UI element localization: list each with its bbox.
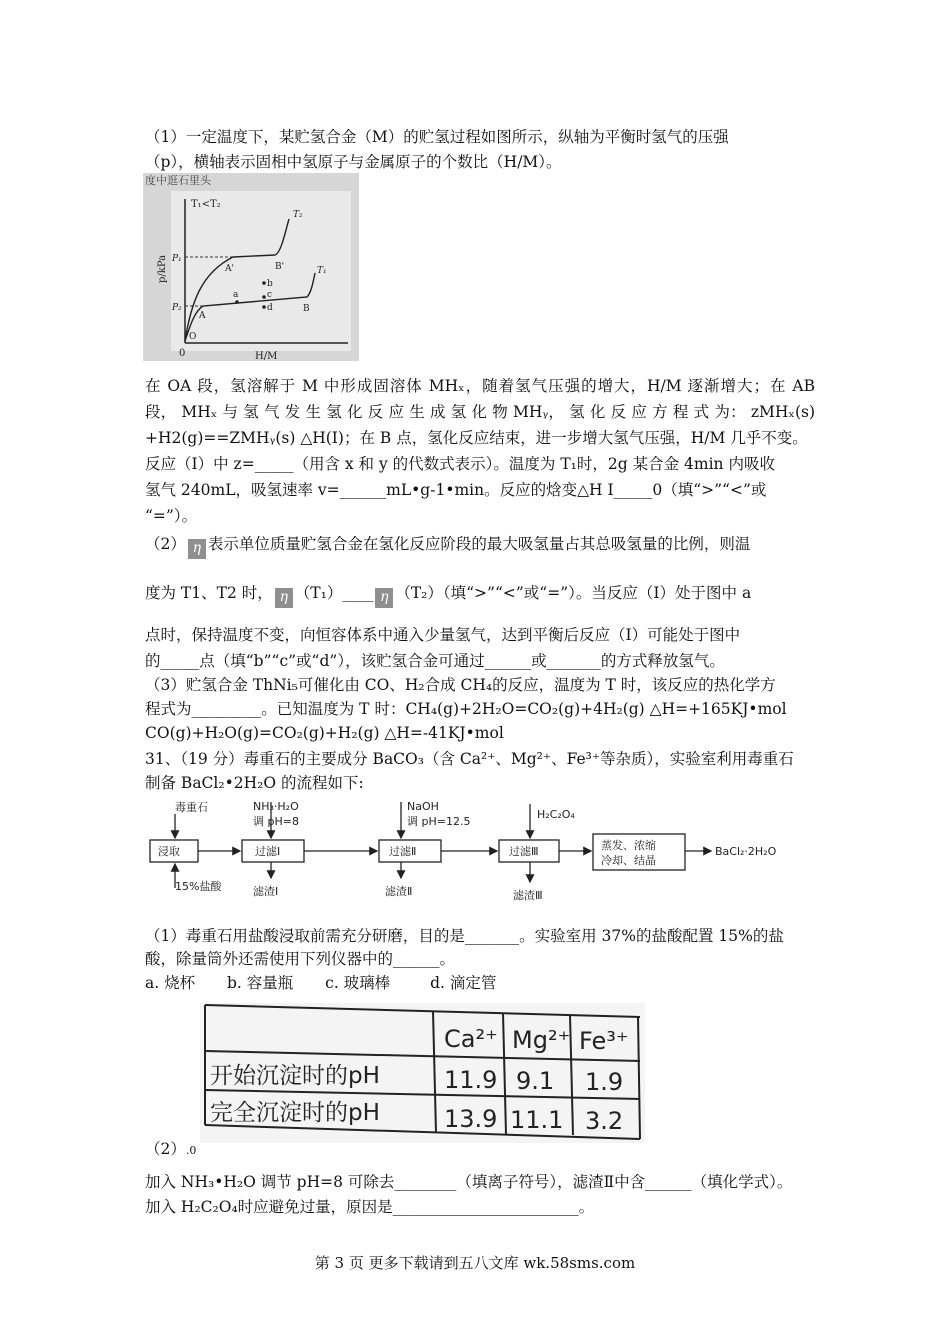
option-d: d. 滴定管 xyxy=(430,974,497,992)
q-2-text: 表示单位质量贮氢合金在氢化反应阶段的最大吸氢量占其总吸氢量的比例，则温 xyxy=(207,535,751,553)
evaporation-a-label: 蒸发、浓缩 xyxy=(601,839,656,852)
y-axis-label: p/kPa xyxy=(157,254,168,283)
row-complete-label: 完全沉淀时的pH xyxy=(210,1100,380,1126)
q-3-line-3: CO(g)+H₂O(g)=CO₂(g)+H₂(g) △H=-41KJ•mol xyxy=(145,724,504,742)
point-c-small-label: c xyxy=(267,290,273,300)
reagent-2b-label: 调 pH=12.5 xyxy=(407,815,471,828)
option-a: a. 烧杯 xyxy=(145,974,196,992)
q-2-line-2-c: （T₂）（填“>”“<”或“=”）。当反应（Ⅰ）处于图中 a xyxy=(395,584,752,602)
acid-label: 15%盐酸 xyxy=(175,880,222,893)
q-3-line-2: 程式为_________。已知温度为 T 时：CH₄(g)+2H₂O=CO₂(g)+4H₂(g) △H=+165KJ•mol xyxy=(145,700,787,718)
q-31-1-line-1: （1）毒重石用盐酸浸取前需充分研磨，目的是_______。实验室用 37%的盐酸配置 15%的盐 xyxy=(145,927,784,945)
q-31-2-mark: .0 xyxy=(185,1144,197,1157)
point-o-label: O xyxy=(189,332,197,342)
row-complete-fe-cell: 3.2 xyxy=(585,1107,624,1135)
evaporation-b-label: 冷却、结晶 xyxy=(601,854,656,867)
option-b: b. 容量瓶 xyxy=(226,974,294,992)
q-1-line-1: （1）一定温度下，某贮氢合金（M）的贮氢过程如图所示，纵轴为平衡时氢气的压强 xyxy=(145,128,729,146)
q-2-line-2 xyxy=(145,582,815,608)
process-flow-diagram xyxy=(145,798,815,910)
point-b-prime-label: B' xyxy=(275,262,285,272)
raw-material-label: 毒重石 xyxy=(175,801,208,814)
filter-1-label: 过滤Ⅰ xyxy=(255,845,281,858)
row-start-mg-cell: 9.1 xyxy=(516,1067,555,1095)
x-axis-label: H/M xyxy=(255,351,278,361)
eta-symbol-icon: η xyxy=(275,588,293,608)
page-footer: 第 3 页 更多下载请到五八文库 wk.58sms.com xyxy=(314,1254,636,1272)
header-ca-cell: Ca²⁺ xyxy=(444,1025,498,1053)
header-fe-cell: Fe³⁺ xyxy=(579,1027,629,1055)
q-31-2-number: （2） xyxy=(145,1140,186,1158)
p1-label: P₁ xyxy=(172,254,182,264)
q-3-line-1: （3）贮氢合金 ThNi₅可催化由 CO、H₂合成 CH₄的反应，温度为 T 时，该反应的热化学方 xyxy=(145,676,776,694)
residue-1-label: 滤渣Ⅰ xyxy=(253,885,279,898)
point-a-small-label: a xyxy=(233,290,239,300)
point-b-label: B xyxy=(303,304,310,314)
q-2-line-1 xyxy=(145,533,815,559)
residue-2-label: 滤渣Ⅱ xyxy=(385,885,413,898)
row-start-ca-cell: 11.9 xyxy=(444,1066,498,1094)
row-start-label: 开始沉淀时的pH xyxy=(210,1063,380,1089)
q-1-line-2: （p），横轴表示固相中氢原子与金属原子的个数比（H/M）。 xyxy=(145,153,562,171)
eta-symbol-icon: η xyxy=(188,539,206,559)
point-b-dot xyxy=(262,281,266,285)
condition-label: T₁<T₂ xyxy=(191,199,221,210)
q-31-2-line-1: 加入 NH₃•H₂O 调节 pH=8 可除去________（填离子符号），滤渣Ⅱ中含______（填化学式）。 xyxy=(145,1173,793,1191)
q-31-2-line-2: 加入 H₂C₂O₄时应避免过量，原因是________________________。 xyxy=(145,1198,595,1216)
q-31-options xyxy=(145,972,815,994)
q-2-line-2-a: 度为 T1、T2 时， xyxy=(145,584,273,602)
header-mg-cell: Mg²⁺ xyxy=(512,1026,571,1054)
leach-label: 浸取 xyxy=(158,845,180,858)
q-31-1-line-2: 酸，除量筒外还需使用下列仪器中的______。 xyxy=(145,950,456,968)
row-start-fe-cell: 1.9 xyxy=(585,1068,624,1096)
option-c: c. 玻璃棒 xyxy=(325,974,391,992)
q-1-para-line-5: 氢气 240mL，吸氢速率 v=______mL•g-1•min。反应的焓变△H Ⅰ_____0（填“>”“<”或 xyxy=(145,481,767,499)
q-31-2-label xyxy=(145,1138,815,1162)
filter-2-label: 过滤Ⅱ xyxy=(389,845,417,858)
filter-3-label: 过滤Ⅲ xyxy=(509,845,539,858)
reagent-1a-label: NH₃·H₂O xyxy=(253,800,299,813)
q-2-number: （2） xyxy=(145,535,186,553)
point-b-small-label: b xyxy=(267,279,273,289)
q-1-para-line-3: +H2(g)==ZMHᵧ(s) △H(Ⅰ)；在 B 点，氢化反应结束，进一步增大氢气压强，H/M 几乎不变。 xyxy=(145,429,808,447)
product-label: BaCl₂·2H₂O xyxy=(715,845,777,858)
point-d-small-label: d xyxy=(267,303,273,313)
q-2-line-4: 的_____点（填“b”“c”或“d”），该贮氢合金可通过______或_______的方式释放氢气。 xyxy=(145,652,725,670)
reagent-3-label: H₂C₂O₄ xyxy=(537,808,575,821)
q-2-line-2-b: （T₁）____ xyxy=(294,584,374,602)
q-31-line-1: 31、（19 分）毒重石的主要成分 BaCO₃（含 Ca²⁺、Mg²⁺、Fe³⁺等杂质），实验室利用毒重石 xyxy=(145,750,794,768)
q-2-line-3: 点时，保持温度不变，向恒容体系中通入少量氢气，达到平衡后反应（Ⅰ）可能处于图中 xyxy=(145,626,741,644)
row-complete-ca-cell: 13.9 xyxy=(444,1105,498,1133)
q-1-para-line-1: 在 OA 段，氢溶解于 M 中形成固溶体 MHₓ，随着氢气压强的增大，H/M 逐渐增大；在 AB xyxy=(145,377,815,395)
p2-label: P₂ xyxy=(172,303,182,313)
graph-header-fragment: 度中逛石里头 xyxy=(145,174,211,187)
point-a-dot xyxy=(235,300,239,304)
reagent-2a-label: NaOH xyxy=(407,800,439,813)
point-a-label: A xyxy=(199,311,206,321)
hydrogen-storage-graph xyxy=(143,173,359,361)
eta-symbol-icon: η xyxy=(375,588,393,608)
ph-table-figure xyxy=(200,1003,645,1143)
row-complete-mg-cell: 11.1 xyxy=(510,1106,564,1134)
q-1-para-line-6: “=”）。 xyxy=(145,507,198,525)
residue-3-label: 滤渣Ⅲ xyxy=(513,889,543,902)
point-d-dot xyxy=(262,305,266,309)
t1-curve-label: T₁ xyxy=(317,266,327,276)
point-a-prime-label: A' xyxy=(225,264,234,274)
reagent-1b-label: 调 pH=8 xyxy=(253,815,299,828)
t2-curve-label: T₂ xyxy=(293,210,303,220)
q-1-para-line-2: 段， MHₓ 与 氢 气 发 生 氢 化 反 应 生 成 氢 化 物 MHᵧ， 氢 化 反 应 方 程 式 为： zMHₓ(s) xyxy=(145,403,815,421)
point-c-dot xyxy=(262,295,266,299)
origin-label: 0 xyxy=(179,348,186,359)
q-1-para-line-4: 反应（Ⅰ）中 z=_____（用含 x 和 y 的代数式表示）。温度为 T₁时，2g 某合金 4min 内吸收 xyxy=(145,455,775,473)
q-31-line-2: 制备 BaCl₂•2H₂O 的流程如下: xyxy=(145,774,364,792)
